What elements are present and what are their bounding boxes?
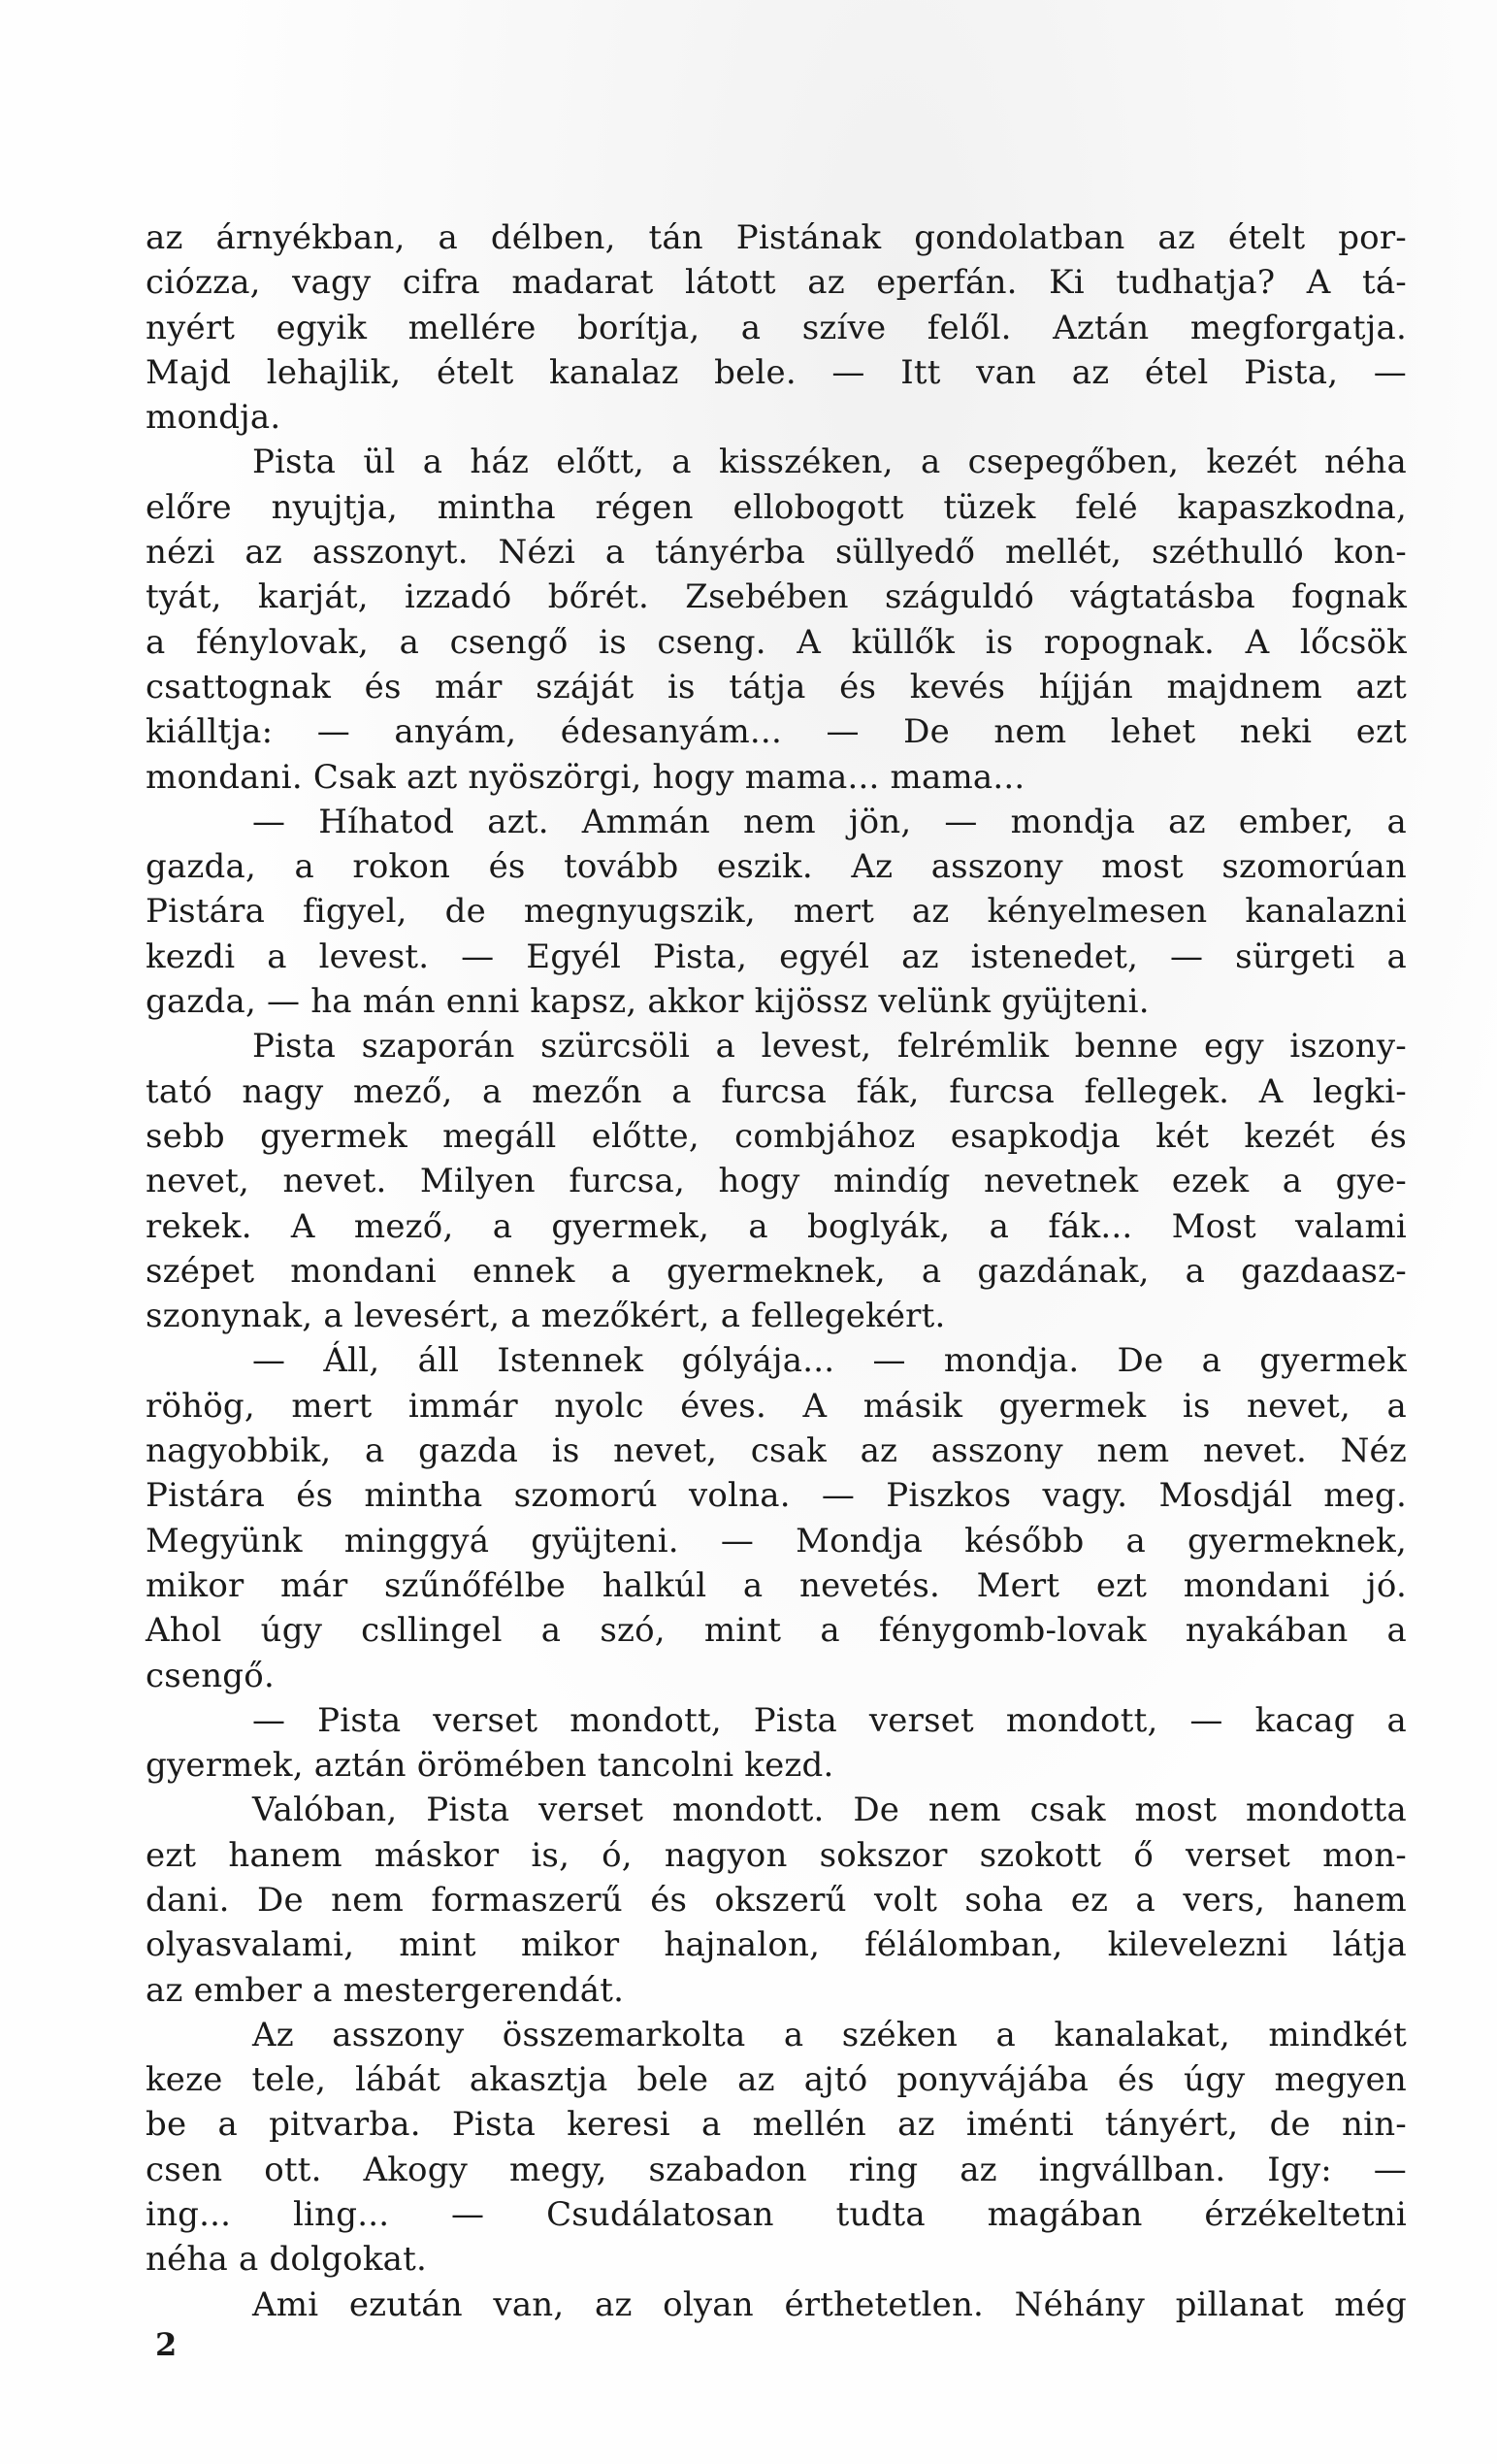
text-line: Pistára figyel, de megnyugszik, mert az kényelmesen kanalazni	[146, 892, 1407, 932]
text-line: Pistára és mintha szomorú volna. — Piszkos vagy. Mosdjál meg.	[146, 1476, 1407, 1516]
text-line: mikor már szűnőfélbe halkúl a nevetés. Mert ezt mondani jó.	[146, 1565, 1407, 1605]
text-line: dani. De nem formaszerű és okszerű volt soha ez a vers, hanem	[146, 1880, 1407, 1920]
text-line: ing... ling... — Csudálatosan tudta magában érzékeltetni	[146, 2195, 1407, 2235]
text-line: a fénylovak, a csengő is cseng. A küllők is ropognak. A lőcsök	[146, 622, 1407, 662]
text-line: Megyünk minggyá gyüjteni. — Mondja később a gyermeknek,	[146, 1521, 1407, 1561]
text-line: Ami ezután van, az olyan érthetetlen. Néhány pillanat még	[252, 2284, 1407, 2324]
text-line: csattognak és már száját is tátja és kevés híjján majdnem azt	[146, 667, 1407, 706]
text-line: — Áll, áll Istennek gólyája... — mondja. De a gyermek	[252, 1341, 1407, 1381]
text-line: olyasvalami, mint mikor hajnalon, félálomban, kilevelezni látja	[146, 1925, 1407, 1965]
text-line: Pista szaporán szürcsöli a levest, felrémlik benne egy iszony-	[252, 1027, 1407, 1067]
page-number: 2	[155, 2326, 178, 2363]
text-line: ciózza, vagy cifra madarat látott az eperfán. Ki tudhatja? A tá-	[146, 263, 1407, 303]
text-line: — Pista verset mondott, Pista verset mondott, — kacag a	[252, 1700, 1407, 1740]
text-line: Pista ül a ház előtt, a kisszéken, a csepegőben, kezét néha	[252, 443, 1407, 482]
text-line: röhög, mert immár nyolc éves. A másik gyermek is nevet, a	[146, 1386, 1407, 1426]
text-line: be a pitvarba. Pista keresi a mellén az iménti tányért, de nin-	[146, 2105, 1407, 2145]
text-line: az árnyékban, a délben, tán Pistának gondolatban az ételt por-	[146, 218, 1407, 257]
text-line: az ember a mestergerendát.	[146, 1970, 625, 2010]
text-line: kezdi a levest. — Egyél Pista, egyél az istenedet, — sürgeti a	[146, 936, 1407, 976]
text-line: nyért egyik mellére borítja, a szíve felől. Aztán megforgatja.	[146, 308, 1407, 347]
text-line: kiálltja: — anyám, édesanyám... — De nem lehet neki ezt	[146, 712, 1407, 752]
text-line: tyát, karját, izzadó bőrét. Zsebében száguldó vágtatásba fognak	[146, 577, 1407, 617]
text-line: mondja.	[146, 398, 281, 438]
text-line: Valóban, Pista verset mondott. De nem csak most mondotta	[252, 1791, 1407, 1830]
text-line: csen ott. Akogy megy, szabadon ring az ingvállban. Igy: —	[146, 2150, 1407, 2189]
text-line: mondani. Csak azt nyöszörgi, hogy mama... mama...	[146, 757, 1025, 797]
text-line: szonynak, a levesért, a mezőkért, a fellegekért.	[146, 1297, 946, 1336]
text-line: előre nyujtja, mintha régen ellobogott tüzek felé kapaszkodna,	[146, 487, 1407, 527]
text-line: — Híhatod azt. Ammán nem jön, — mondja az ember, a	[252, 802, 1407, 841]
text-line: Majd lehajlik, ételt kanalaz bele. — Itt van az étel Pista, —	[146, 352, 1407, 392]
text-line: keze tele, lábát akasztja bele az ajtó ponyvájába és úgy megyen	[146, 2060, 1407, 2100]
text-line: nagyobbik, a gazda is nevet, csak az asszony nem nevet. Néz	[146, 1431, 1407, 1471]
text-line: sebb gyermek megáll előtte, combjához esapkodja két kezét és	[146, 1116, 1407, 1156]
text-line: gazda, a rokon és tovább eszik. Az asszony most szomorúan	[146, 847, 1407, 887]
text-line: gazda, — ha mán enni kapsz, akkor kijössz velünk gyüjteni.	[146, 982, 1150, 1022]
text-line: csengő.	[146, 1656, 275, 1695]
text-line: nézi az asszonyt. Nézi a tányérba süllyedő mellét, széthulló kon-	[146, 533, 1407, 573]
text-line: Ahol úgy csllingel a szó, mint a fénygomb-lovak nyakában a	[146, 1611, 1407, 1651]
text-line: szépet mondani ennek a gyermeknek, a gazdának, a gazdaasz-	[146, 1251, 1407, 1291]
text-line: rekek. A mező, a gyermek, a boglyák, a fák... Most valami	[146, 1206, 1407, 1246]
text-line: néha a dolgokat.	[146, 2240, 427, 2280]
text-line: ezt hanem máskor is, ó, nagyon sokszor szokott ő verset mon-	[146, 1835, 1407, 1875]
text-line: Az asszony összemarkolta a széken a kanalakat, mindkét	[252, 2015, 1407, 2054]
text-line: gyermek, aztán örömében tancolni kezd.	[146, 1746, 834, 1786]
text-line: tató nagy mező, a mezőn a furcsa fák, furcsa fellegek. A legki-	[146, 1071, 1407, 1111]
body-text	[146, 215, 1407, 2327]
text-line: nevet, nevet. Milyen furcsa, hogy mindíg nevetnek ezek a gye-	[146, 1162, 1407, 1201]
